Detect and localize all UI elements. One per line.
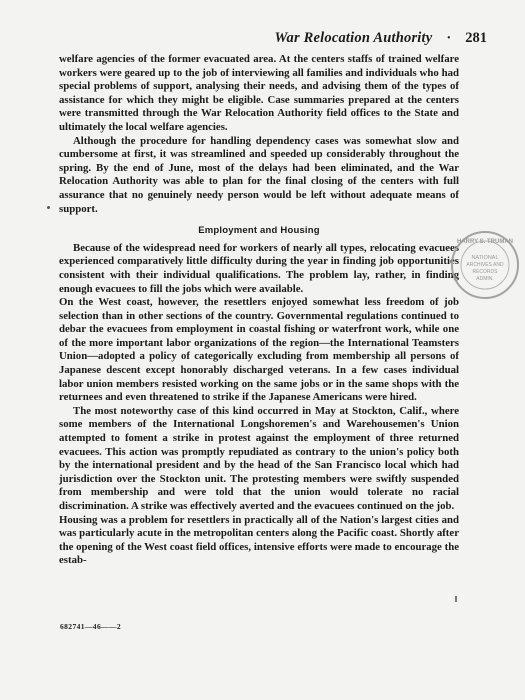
page-number: 281	[465, 30, 487, 46]
print-code: 682741—46——2	[60, 622, 122, 631]
paragraph-job-opportunities: Because of the widespread need for workers of nearly all types, relocating evacuees experienced comparatively little difficulty during the year in finding job opportunities consistent with their individual qualifications. The problem lay, rather, in finding enough evacuees to fill the jobs which were available.	[59, 241, 459, 295]
section-heading: Employment and Housing	[198, 225, 320, 237]
paragraph-west-coast: On the West coast, however, the resettlers enjoyed somewhat less freedom of job selection than in other sections of the country. Governmental regulations continued to debar the evacuees from employment in coastal fishing or waterfront work, while one of the more important labor organizations of the region—the International Teamsters Union—adopted a policy of categorically excluding from membership all persons of Japanese descent except honorably discharged veterans. In a few cases individual labor union members resisted working on the same jobs or in the same shops with the returnees and even threatened to strike if the Japanese Americans were hired.	[59, 296, 459, 404]
running-title: War Relocation Authority	[274, 30, 433, 46]
running-head-separator: ·	[446, 30, 452, 46]
body-text	[59, 53, 459, 568]
stamp-line-2: NATIONAL	[471, 255, 499, 261]
stamp-line-3: ARCHIVES AND	[466, 262, 504, 268]
margin-mark	[455, 596, 457, 602]
paragraph-dependency-cases: Although the procedure for handling dependency cases was somewhat slow and cumbersome at first, it was streamlined and speeded up considerably throughout the spring. By the end of June, most of the delays had been eliminated, and the War Relocation Authority was able to plan for the final closing of the centers with full assurance that no genuinely needy person would be left without adequate means of support.	[59, 134, 459, 215]
stamp-line-4: RECORDS	[472, 269, 498, 275]
stamp-line-1: HARRY S. TRUMAN	[456, 239, 514, 245]
margin-dot	[47, 206, 50, 209]
stamp-line-5: ADMIN.	[476, 276, 494, 282]
paragraph-stockton-case: The most noteworthy case of this kind occurred in May at Stockton, Calif., where some members of the International Longshoremen's and Warehousemen's Union attempted to foment a strike in protest against the employment of three returned evacuees. This action was promptly repudiated as contrary to the union's policy both by the international president and by the head of the San Francisco local which had jurisdiction over the Stockton unit. The protesting members were swiftly suspended from membership and were told that the union would tolerate no racial discrimination. A strike was effectively averted and the evacuees continued on the job.	[59, 404, 459, 512]
paragraph-welfare-continued: welfare agencies of the former evacuated area. At the centers staffs of trained welfare workers were geared up to the job of interviewing all families and individuals who had special problems of support, analysing their needs, and advising them of the types of assistance for which they might be eligible. Case summaries prepared at the centers were transmitted through the War Relocation Authority field offices to the State and ultimately the local welfare agencies.	[59, 53, 459, 133]
running-head	[60, 30, 487, 50]
archive-stamp	[448, 228, 522, 302]
paragraph-housing: Housing was a problem for resettlers in practically all of the Nation's largest cities and was particularly acute in the metropolitan centers along the Pacific coast. Shortly after the opening of the West coast field offices, intensive efforts were made to encourage the estab-	[59, 513, 459, 567]
